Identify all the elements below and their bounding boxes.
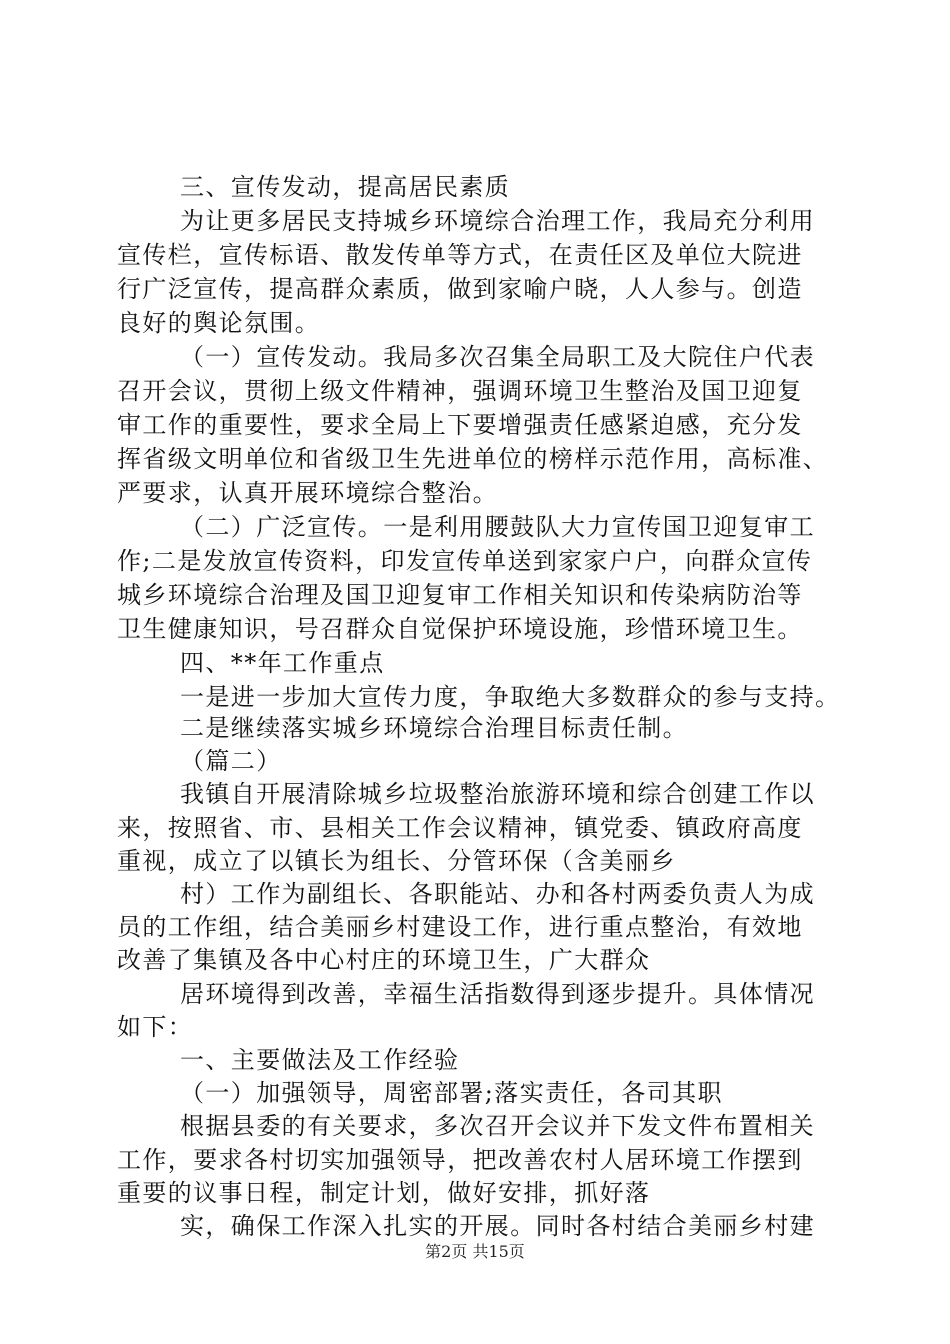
paragraph-line: 挥省级文明单位和省级卫生先进单位的榜样示范作用，高标准、 (117, 445, 829, 473)
paragraph-line: 宣传栏，宣传标语、散发传单等方式，在责任区及单位大院进 (117, 241, 803, 269)
paragraph-line: （一）宣传发动。我局多次召集全局职工及大院住户代表 (180, 343, 815, 371)
paragraph-line: 村）工作为副组长、各职能站、办和各村两委负责人为成 (180, 880, 815, 908)
paragraph-line: 我镇自开展清除城乡垃圾整治旅游环境和综合创建工作以 (180, 780, 815, 808)
paragraph-line: 来，按照省、市、县相关工作会议精神，镇党委、镇政府高度 (117, 814, 803, 842)
paragraph-line: 二是继续落实城乡环境综合治理目标责任制。 (180, 714, 688, 742)
paragraph-line: 工作，要求各村切实加强领导，把改善农村人居环境工作摆到 (117, 1146, 803, 1174)
paragraph-line: 严要求，认真开展环境综合整治。 (117, 479, 498, 507)
section-heading: （一）加强领导，周密部署;落实责任，各司其职 (180, 1079, 723, 1107)
section-heading: 三、宣传发动，提高居民素质 (180, 173, 511, 201)
paragraph-line: 良好的舆论氛围。 (117, 309, 321, 337)
paragraph-line: 为让更多居民支持城乡环境综合治理工作，我局充分利用 (180, 207, 815, 235)
paragraph-line: 重视，成立了以镇长为组长、分管环保（含美丽乡 (117, 847, 676, 875)
paragraph-line: 居环境得到改善，幸福生活指数得到逐步提升。具体情况 (180, 980, 815, 1008)
paragraph-line: 重要的议事日程，制定计划，做好安排，抓好落 (117, 1179, 651, 1207)
paragraph-line: 如下： (117, 1013, 194, 1041)
paragraph-line: 实，确保工作深入扎实的开展。同时各村结合美丽乡村建 (180, 1212, 815, 1240)
paragraph-line: 作;二是发放宣传资料，印发宣传单送到家家户户，向群众宣传 (117, 547, 813, 575)
paragraph-line: 根据县委的有关要求，多次召开会议并下发文件布置相关 (180, 1112, 815, 1140)
paragraph-line: 员的工作组，结合美丽乡村建设工作，进行重点整治，有效地 (117, 913, 803, 941)
section-heading: 四、**年工作重点 (180, 649, 385, 677)
section-heading: （篇二） (180, 747, 282, 775)
section-heading: 一、主要做法及工作经验 (180, 1046, 460, 1074)
paragraph-line: 行广泛宣传，提高群众素质，做到家喻户晓，人人参与。创造 (117, 275, 803, 303)
paragraph-line: （二）广泛宣传。一是利用腰鼓队大力宣传国卫迎复审工 (180, 513, 815, 541)
paragraph-line: 一是进一步加大宣传力度，争取绝大多数群众的参与支持。 (180, 683, 841, 711)
paragraph-line: 卫生健康知识，号召群众自觉保护环境设施，珍惜环境卫生。 (117, 615, 803, 643)
paragraph-line: 城乡环境综合治理及国卫迎复审工作相关知识和传染病防治等 (117, 581, 803, 609)
paragraph-line: 审工作的重要性，要求全局上下要增强责任感紧迫感，充分发 (117, 411, 803, 439)
paragraph-line: 召开会议，贯彻上级文件精神，强调环境卫生整治及国卫迎复 (117, 377, 803, 405)
page-number-footer: 第2页 共15页 (425, 1242, 525, 1261)
paragraph-line: 改善了集镇及各中心村庄的环境卫生，广大群众 (117, 946, 651, 974)
